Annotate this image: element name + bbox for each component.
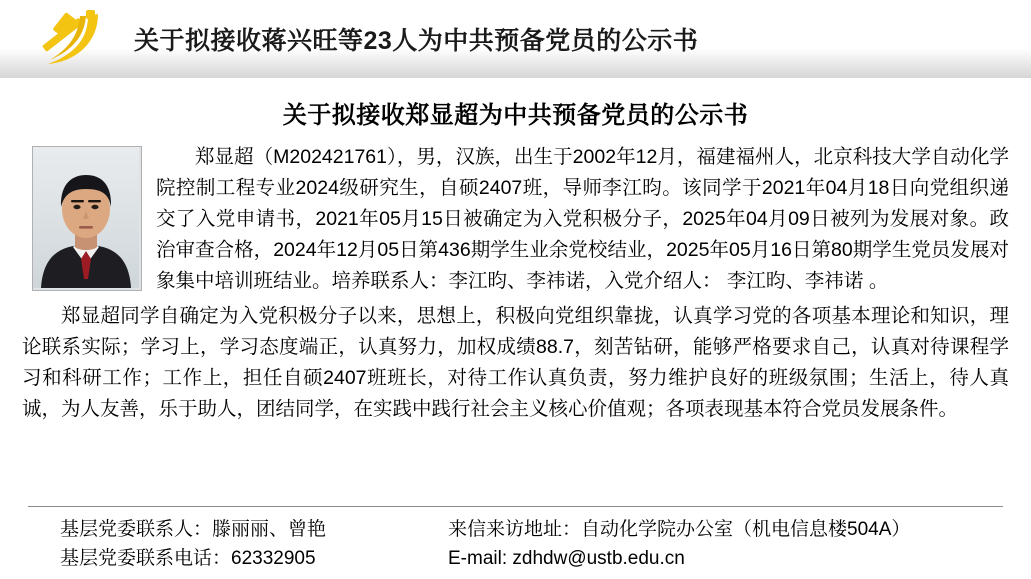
contact-phone-line: 基层党委联系电话：62332905 (60, 548, 316, 569)
document-footer (28, 506, 1003, 573)
address-line: 来信来访地址：自动化学院办公室（机电信息楼504A） (448, 519, 911, 540)
document-body (0, 95, 1031, 427)
footer-divider (28, 506, 1003, 507)
paragraph-1: 郑显超（M202421761），男，汉族，出生于2002年12月，福建福州人，北京科技大学自动化学院控制工程专业2024级研究生，自硕2407班，导师李江昀。该同学于2021年04月18日向党组织递交了入党申请书，2021年05月15日被确定为入党积极分子，2025年04月09日被列为发展对象。政治审查合格，2024年12月05日第436期学生业余党校结业，2025年05月16日第80期学生党员发展对象集中培训班结业。培养联系人：李江昀、李祎诺，入党介绍人： 李江昀、李祎诺 。 (156, 146, 1009, 292)
email-line: E-mail: zdhdw@ustb.edu.cn (448, 548, 685, 569)
communist-party-emblem-icon (26, 6, 112, 72)
document-title: 关于拟接收郑显超为中共预备党员的公示书 (282, 102, 749, 129)
applicant-photo (32, 146, 142, 291)
footer-columns (28, 515, 1003, 573)
banner-title: 关于拟接收蒋兴旺等23人为中共预备党员的公示书 (134, 27, 699, 55)
content-wrapper (22, 142, 1009, 427)
footer-address-column (448, 515, 1003, 573)
contact-person-line: 基层党委联系人：滕丽丽、曾艳 (60, 519, 327, 540)
footer-contact-column (28, 515, 448, 573)
paragraph-2: 郑显超同学自确定为入党积极分子以来，思想上，积极向党组织靠拢，认真学习党的各项基本理论和知识，理论联系实际；学习上，学习态度端正，认真努力，加权成绩88.7，刻苦钻研，能够严格要求自己，认真对待课程学习和科研工作；工作上，担任自硕2407班班长，对待工作认真负责，努力维护良好的班级氛围；生活上，待人真诚，为人友善，乐于助人，团结同学，在实践中践行社会主义核心价值观；各项表现基本符合党员发展条件。 (22, 305, 1009, 420)
header-banner (0, 0, 1031, 78)
